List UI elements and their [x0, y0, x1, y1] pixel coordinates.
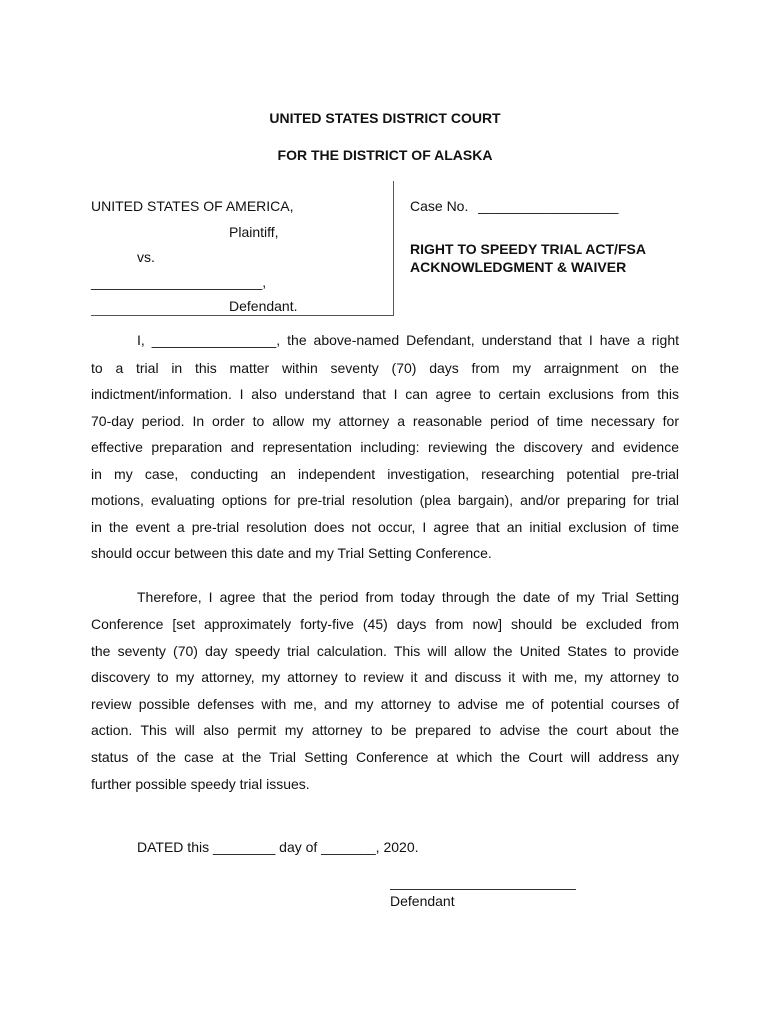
paragraph-1-line: in the event a pre-trial resolution does not occur, I agree that an initial exclusion of time — [91, 519, 679, 535]
paragraph-2-line: action. This will also permit my attorney to be prepared to advise the court about the — [91, 722, 679, 738]
paragraph-2-last-line: further possible speedy trial issues. — [91, 776, 310, 792]
caption-vertical-divider — [393, 181, 394, 315]
paragraph-2-line: review possible defenses with me, and my attorney to advise me of potential courses of — [91, 696, 679, 712]
paragraph-1-line: indictment/information. I also understand that I can agree to certain exclusions from this — [91, 386, 679, 402]
paragraph-1-line: effective preparation and representation including: reviewing the discovery and evidence — [91, 439, 679, 455]
paragraph-1-line: motions, evaluating options for pre-trial resolution (plea bargain), and/or preparing for trial — [91, 492, 679, 508]
paragraph-2-line: status of the case at the Trial Setting Conference at which the Court will address any — [91, 749, 679, 765]
document-title-line2: ACKNOWLEDGMENT & WAIVER — [410, 259, 627, 275]
paragraph-2-line: discovery to my attorney, my attorney to review it and discuss it with me, my attorney to — [91, 669, 679, 685]
versus-label: vs. — [137, 249, 155, 265]
paragraph-1-line: I, ________________, the above-named Defendant, understand that I have a right — [137, 332, 679, 348]
plaintiff-name: UNITED STATES OF AMERICA, — [91, 198, 294, 214]
case-number — [410, 198, 618, 214]
paragraph-2-line: the seventy (70) day speedy trial calculation. This will allow the United States to provide — [91, 643, 679, 659]
document-title-line1: RIGHT TO SPEEDY TRIAL ACT/FSA — [410, 241, 646, 257]
caption-bottom-divider — [91, 315, 394, 316]
paragraph-2-line: Conference [set approximately forty-five (45) days from now] should be excluded from — [91, 616, 679, 632]
case-number-label: Case No. — [410, 198, 469, 214]
signature-label: Defendant — [390, 893, 455, 909]
signature-line — [390, 889, 576, 890]
paragraph-1-line: 70-day period. In order to allow my attorney a reasonable period of time necessary for — [91, 413, 679, 429]
paragraph-1-last-line: should occur between this date and my Trial Setting Conference. — [91, 545, 492, 561]
dated-line: DATED this ________ day of _______, 2020. — [137, 839, 419, 855]
defendant-role: Defendant. — [229, 298, 298, 314]
court-heading: UNITED STATES DISTRICT COURT — [269, 110, 501, 126]
paragraph-1-line: in my case, conducting an independent investigation, researching potential pre-trial — [91, 466, 679, 482]
paragraph-2-line: Therefore, I agree that the period from today through the date of my Trial Setting — [137, 589, 679, 605]
plaintiff-role: Plaintiff, — [229, 224, 279, 240]
district-heading: FOR THE DISTRICT OF ALASKA — [277, 147, 493, 163]
paragraph-1-line: to a trial in this matter within seventy (70) days from my arraignment on the — [91, 360, 679, 376]
defendant-name-blank: ______________________, — [91, 274, 267, 290]
case-number-blank: __________________ — [478, 198, 619, 214]
